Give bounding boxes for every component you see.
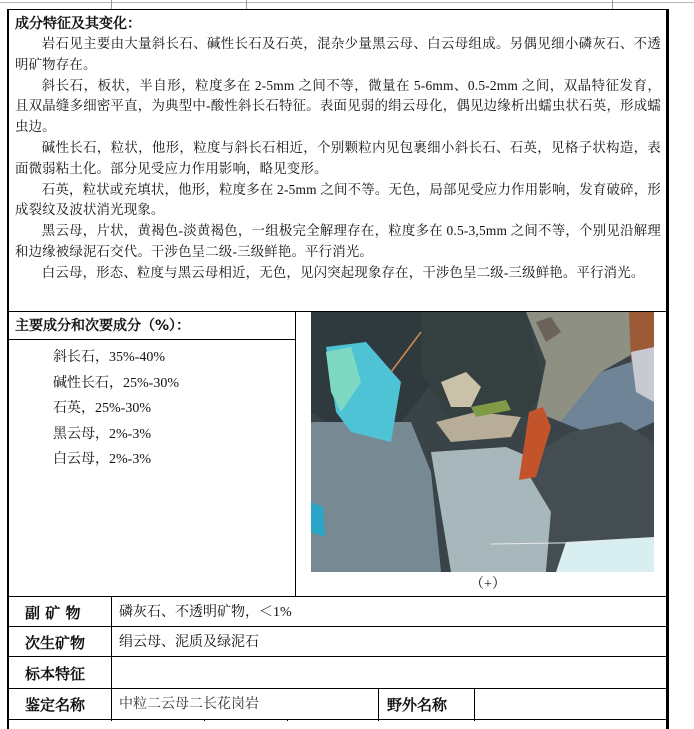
divider <box>111 0 112 9</box>
paragraph-biotite: 黑云母，片状，黄褐色-淡黄褐色，一组极完全解理存在，粒度多在 0.5-3,5mm 之间不等，个别见沿解理和边缘被绿泥石交代。干涉色呈二级-三级鲜艳。平行消光。 <box>15 223 661 259</box>
divider <box>378 688 379 721</box>
list-item: 斜长石，35%-40% <box>53 350 165 365</box>
list-item: 石英，25%-30% <box>53 401 151 416</box>
list-item: 白云母，2%-3% <box>53 452 151 467</box>
list-item: 碱性长石，25%-30% <box>53 375 179 391</box>
section-title: 成分特征及其变化： <box>15 16 141 32</box>
accessory-minerals-value: 磷灰石、不透明矿物，＜1% <box>119 605 292 620</box>
accessory-minerals-label: 副 矿 物 <box>25 604 81 622</box>
divider <box>9 688 669 689</box>
identification-name-value: 中粒二云母二长花岗岩 <box>119 697 259 712</box>
secondary-minerals-value: 绢云母、泥质及绿泥石 <box>119 635 259 650</box>
divider <box>111 596 112 721</box>
composition-section <box>9 10 667 312</box>
identification-name-label: 鉴定名称 <box>25 696 86 714</box>
divider <box>9 339 296 340</box>
paragraph-muscovite: 白云母，形态、粒度与黑云母相近，无色，见闪突起现象存在，干涉色呈二级-三级鲜艳。平行消光。 <box>41 264 645 280</box>
divider <box>9 656 669 657</box>
thin-section-micrograph <box>311 312 654 572</box>
previous-table-edge <box>0 0 694 9</box>
paragraph-plagioclase: 斜长石，板状，半自形，粒度多在 2-5mm 之间不等，微量在 5-6mm、0.5-2mm 之间，双晶特征发育，且双晶缝多细密平直，为典型中-酸性斜长石特征。表面见弱的绢云母化，偶见边缘析出蠕虫状石英，形成蠕虫边。 <box>15 77 661 135</box>
composition-list <box>53 345 179 473</box>
divider <box>295 311 296 597</box>
photo-caption: （+） <box>470 577 506 592</box>
divider <box>612 0 613 9</box>
divider <box>0 2 694 3</box>
paragraph-overview: 岩石见主要由大量斜长石、碱性长石及石英，混杂少量黑云母、白云母组成。另偶见细小磷灰石、不透明矿物存在。 <box>15 36 661 72</box>
specimen-features-label: 标本特征 <box>25 665 86 683</box>
secondary-minerals-label: 次生矿物 <box>25 634 86 652</box>
paragraph-quartz: 石英，粒状或充填状，他形，粒度多在 2-5mm 之间不等。无色，局部见受应力作用影响，发育破碎，形成裂纹及波状消光现象。 <box>15 181 661 218</box>
field-name-label: 野外名称 <box>387 696 448 714</box>
divider <box>9 626 669 627</box>
divider <box>246 0 247 9</box>
divider <box>9 596 669 597</box>
section-title: 主要成分和次要成分（%）： <box>15 318 191 334</box>
list-item: 黑云母，2%-3% <box>53 426 151 442</box>
divider <box>474 688 475 721</box>
divider <box>9 719 669 720</box>
paragraph-alkali-feldspar: 碱性长石，粒状，他形，粒度与斜长石相近，个别颗粒内见包裹细小斜长石、石英，见格子状构造，表面微弱粘土化。部分见受应力作用影响，略见变形。 <box>15 139 661 176</box>
